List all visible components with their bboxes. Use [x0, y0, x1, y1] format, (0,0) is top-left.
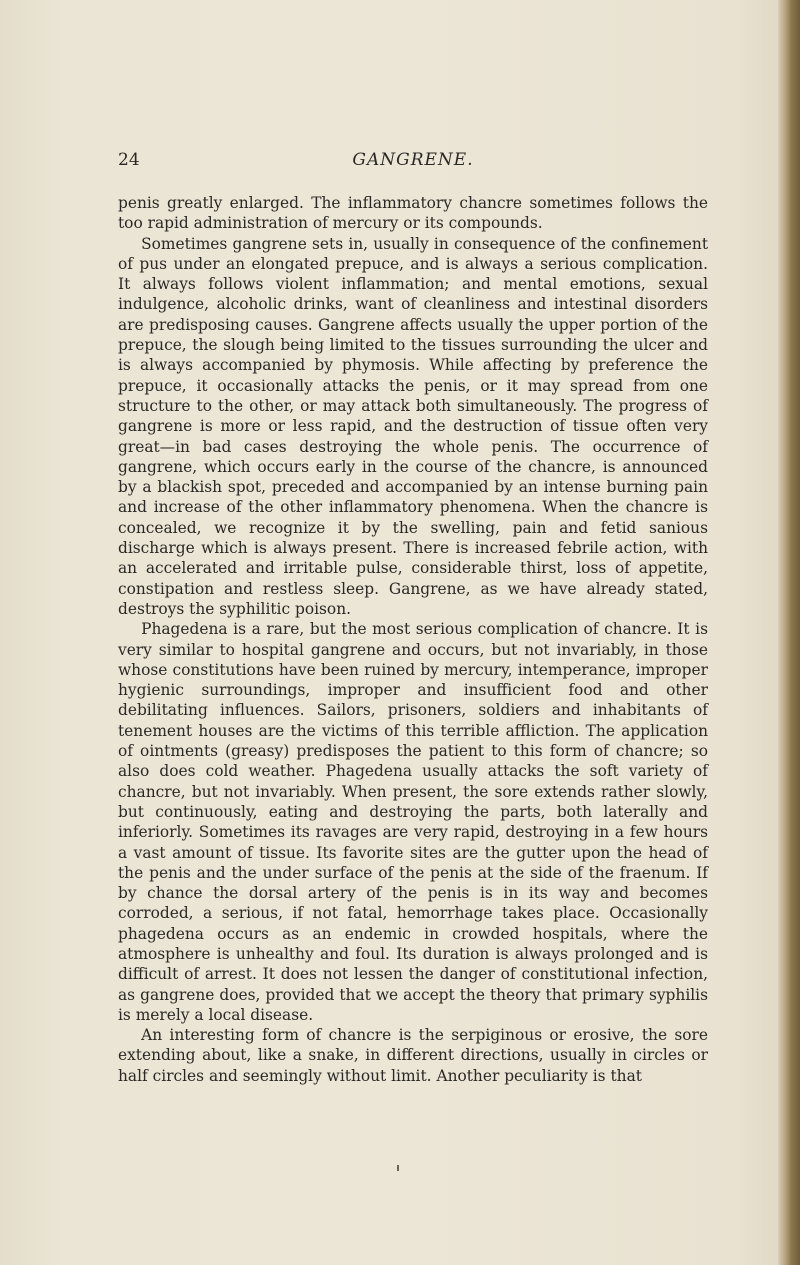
ink-speck [397, 1165, 399, 1171]
running-title: GANGRENE. [352, 150, 474, 170]
paragraph-serpiginous: An interesting form of chancre is the serpiginous or erosive, the sore extending about, like a snake, in different directions, usually in circles or half circles and seemingly without limit. Another peculiarity is that [118, 1026, 708, 1085]
paragraph-gangrene: Sometimes gangrene sets in, usually in consequence of the confinement of pus under an elongated prepuce, and is always a serious complication. It always follows violent inflammation; and mental emotions, sexual indulgence, alcoholic drinks, want of cleanliness and intestinal disorders are predisposing causes. Gangrene affects usually the upper portion of the prepuce, the slough being limited to the tissues surrounding the ulcer and is always accompanied by phymosis. While affecting by preference the prepuce, it occasionally attacks the penis, or it may spread from one structure to the other, or may attack both simultaneously. The progress of gangrene is more or less rapid, and the destruction of tissue often very great—in bad cases destroying the whole penis. The occurrence of gangrene, which occurs early in the course of the chancre, is announced by a blackish spot, preceded and accompanied by an intense burning pain and increase of the other inflammatory phenomena. When the chancre is concealed, we recognize it by the swelling, pain and fetid sanious discharge which is always present. There is increased febrile action, with an accelerated and irritable pulse, considerable thirst, loss of appetite, constipation and restless sleep. Gangrene, as we have already stated, destroys the syphilitic poison. [118, 234, 708, 618]
page-header [118, 150, 708, 174]
paragraph-phagedena: Phagedena is a rare, but the most serious complication of chancre. It is very similar to hospital gangrene and occurs, but not invariably, in those whose constitutions have been ruined by mercury, intemperance, improper hygienic surroundings, improper and insufficient food and other debilitating influences. Sailors, prisoners, soldiers and inhabitants of tenement houses are the victims of this terrible affliction. The application of ointments (greasy) predisposes the patient to this form of chancre; so also does cold weather. Phagedena usually attacks the soft variety of chancre, but not invariably. When present, the sore extends rather slowly, but continuously, eating and destroying the parts, both laterally and inferiorly. Sometimes its ravages are very rapid, destroying in a few hours a vast amount of tissue. Its favorite sites are the gutter upon the head of the penis and the under surface of the penis at the side of the fraenum. If by chance the dorsal artery of the penis is in its way and becomes corroded, a serious, if not fatal, hemorrhage takes place. Occasionally phagedena occurs as an endemic in crowded hospitals, where the atmosphere is unhealthy and foul. Its duration is always prolonged and is difficult of arrest. It does not lessen the danger of constitutional infection, as gangrene does, provided that we accept the theory that primary syphilis is merely a local disease. [118, 620, 708, 1024]
page-number: 24 [118, 150, 140, 170]
page-edge [778, 0, 800, 1265]
body-text [118, 193, 708, 1086]
paragraph-continuation: penis greatly enlarged. The inflammatory chancre sometimes follows the too rapid administration of mercury or its compounds. [118, 194, 708, 233]
